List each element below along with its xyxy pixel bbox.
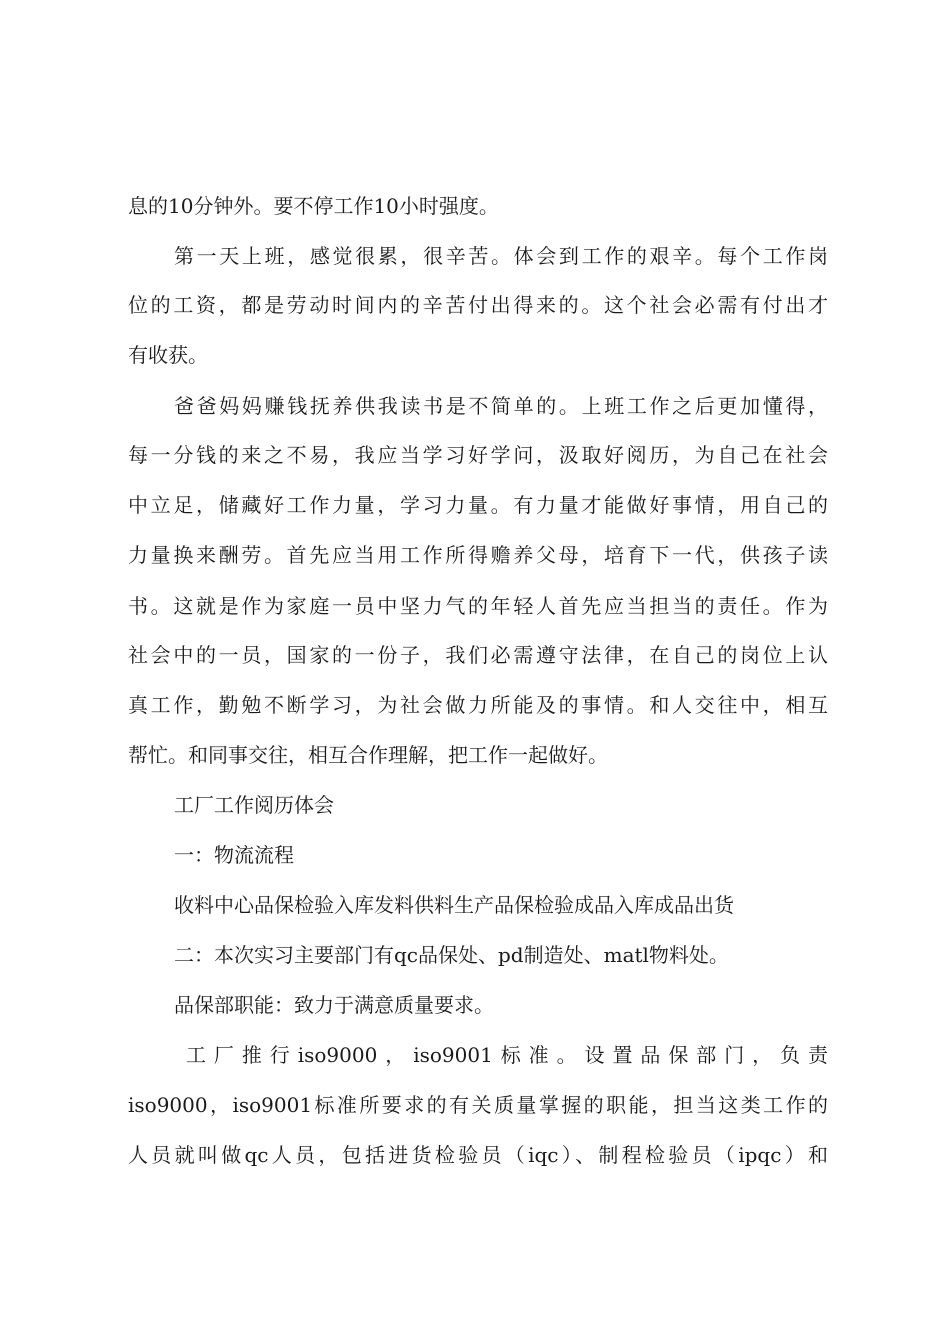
text-line-6: 每一分钱的来之不易，我应当学习好学问，汲取好阅历，为自己在社会 xyxy=(128,443,828,467)
department-function-text: 品保部职能：致力于满意质量要求。 xyxy=(174,993,494,1017)
text-line-2: 第一天上班，感觉很累，很辛苦。体会到工作的艰辛。每个工作岗 xyxy=(174,244,828,268)
text-line-20: 人员就叫做qc人员，包括进货检验员（iqc）、制程检验员（ipqc）和 xyxy=(128,1143,828,1167)
process-flow-text: 收料中心品保检验入库发料供料生产品保检验成品入库成品出货 xyxy=(174,893,734,917)
text-line-5: 爸爸妈妈赚钱抚养供我读书是不简单的。上班工作之后更加懂得， xyxy=(174,394,828,418)
text-line-19: iso9000，iso9001标准所要求的有关质量掌握的职能，担当这类工作的 xyxy=(128,1093,828,1117)
text-line-8: 力量换来酬劳。首先应当用工作所得赡养父母，培育下一代，供孩子读 xyxy=(128,543,828,567)
text-line-9: 书。这就是作为家庭一员中坚力气的年轻人首先应当担当的责任。作为 xyxy=(128,594,828,618)
text-line-1: 息的10分钟外。要不停工作10小时强度。 xyxy=(128,194,499,218)
text-line-11: 真工作，勤勉不断学习，为社会做力所能及的事情。和人交往中，相互 xyxy=(128,693,828,717)
text-line-10: 社会中的一员，国家的一份子，我们必需遵守法律，在自己的岗位上认 xyxy=(128,643,828,667)
text-line-3: 位的工资，都是劳动时间内的辛苦付出得来的。这个社会必需有付出才 xyxy=(128,293,828,317)
list-heading-1: 一：物流流程 xyxy=(174,843,294,867)
section-heading: 工厂工作阅历体会 xyxy=(174,793,334,817)
text-line-7: 中立足，储藏好工作力量，学习力量。有力量才能做好事情，用自己的 xyxy=(128,493,828,517)
text-line-18: 工厂推行iso9000，iso9001标准。设置品保部门，负责 xyxy=(186,1043,828,1067)
text-line-4: 有收获。 xyxy=(128,343,208,367)
text-line-12: 帮忙。和同事交往，相互合作理解，把工作一起做好。 xyxy=(128,743,608,767)
list-heading-2: 二：本次实习主要部门有qc品保处、pd制造处、matl物料处。 xyxy=(174,943,729,967)
